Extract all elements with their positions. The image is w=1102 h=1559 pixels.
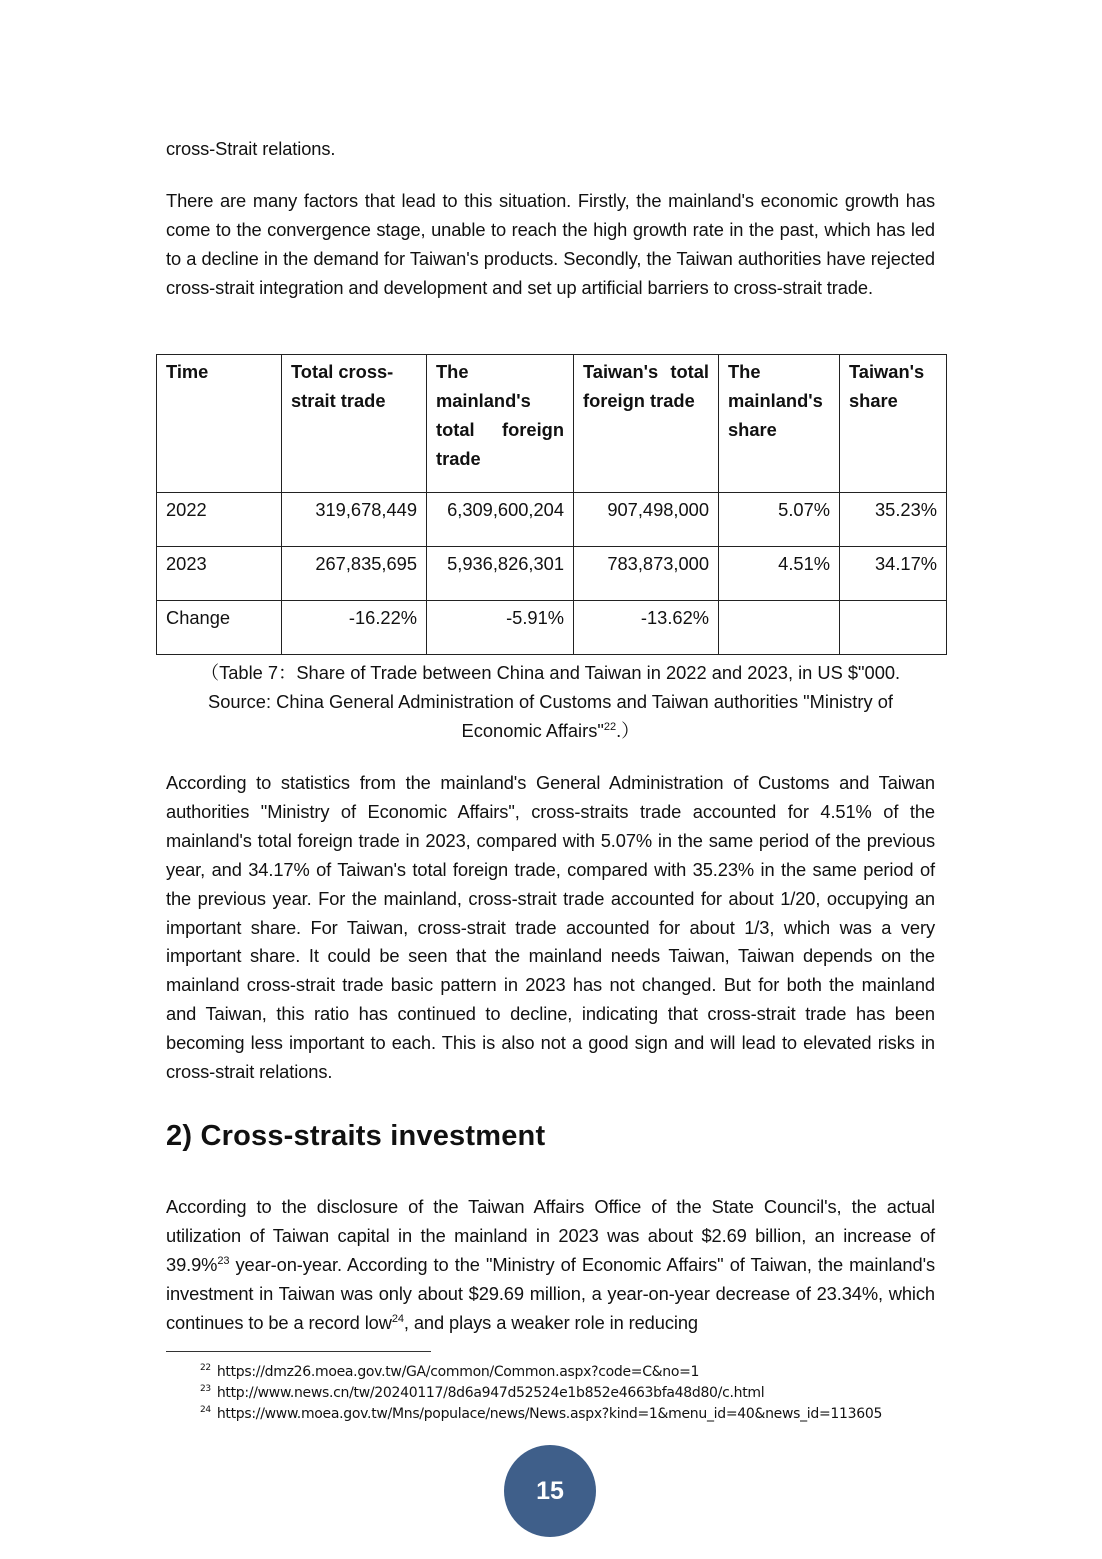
table-caption	[166, 658, 935, 745]
cell-value: -13.62%	[574, 601, 719, 655]
cell-value: 34.17%	[840, 547, 947, 601]
cell-value	[840, 601, 947, 655]
footnote-number: 22	[200, 1363, 211, 1374]
caption-line: Source: China General Administration of Customs and Taiwan authorities "Ministry of	[208, 691, 893, 712]
footnote-item	[200, 1404, 882, 1425]
cell-value: -16.22%	[282, 601, 427, 655]
footnote-number: 24	[200, 1405, 211, 1416]
footnote-item	[200, 1383, 882, 1404]
cell-value	[719, 601, 840, 655]
footnote-divider	[166, 1351, 431, 1352]
cell-time: 2023	[157, 547, 282, 601]
cell-value: -5.91%	[427, 601, 574, 655]
header-total-cross-strait-trade: Total cross-strait trade	[282, 355, 427, 493]
cell-value: 35.23%	[840, 493, 947, 547]
caption-line	[166, 716, 935, 745]
table-header-row	[157, 355, 947, 493]
footnote-ref[interactable]: 23	[217, 1254, 230, 1267]
footnote-link[interactable]: https://www.moea.gov.tw/Mns/populace/news/News.aspx?kind=1&menu_id=40&news_id=113605	[216, 1406, 883, 1422]
cell-value: 4.51%	[719, 547, 840, 601]
section-heading: 2) Cross-straits investment	[166, 1120, 546, 1152]
paragraph-investment	[166, 1193, 935, 1338]
cell-time: 2022	[157, 493, 282, 547]
paragraph-text: , and plays a weaker role in reducing	[403, 1311, 698, 1333]
paragraph-text: year-on-year. According to the "Ministry of Economic Affairs" of Taiwan, the mainland's investment in Taiwan was only about $29.69 million, a year-on-year decrease of 23.34%, which continues to be a record low	[166, 1253, 935, 1333]
trade-share-table	[156, 354, 947, 655]
cell-value: 5,936,826,301	[427, 547, 574, 601]
header-mainland-share: The mainland's share	[719, 355, 840, 493]
cell-value: 783,873,000	[574, 547, 719, 601]
page-number-badge: 15	[504, 1445, 596, 1537]
footnote-item	[200, 1362, 882, 1383]
cell-value: 319,678,449	[282, 493, 427, 547]
footnote-link[interactable]: http://www.news.cn/tw/20240117/8d6a947d52524e1b852e4663bfa48d80/c.html	[216, 1385, 765, 1401]
footnotes	[200, 1362, 882, 1425]
header-time: Time	[157, 355, 282, 493]
cell-value: 907,498,000	[574, 493, 719, 547]
cell-value: 267,835,695	[282, 547, 427, 601]
header-taiwan-share: Taiwan's share	[840, 355, 947, 493]
table-row	[157, 547, 947, 601]
paragraph-statistics: According to statistics from the mainland's General Administration of Customs and Taiwan authorities "Ministry of Economic Affairs", cross-straits trade accounted for 4.51% of the mainland's total foreign trade in 2023, compared with 5.07% in the same period of the previous year, and 34.17% of Taiwan's total foreign trade, compared with 35.23% in the same period of the previous year. For the mainland, cross-strait trade accounted for about 1/20, occupying an important share. For Taiwan, cross-strait trade accounted for about 1/3, which was a very important share. It could be seen that the mainland needs Taiwan, Taiwan depends on the mainland cross-strait trade basic pattern in 2023 has not changed. But for both the mainland and Taiwan, this ratio has continued to decline, indicating that cross-strait trade has been becoming less important to each. This is also not a good sign and will lead to elevated risks in cross-strait relations.	[166, 772, 935, 1083]
cell-time: Change	[157, 601, 282, 655]
paragraph-text: According to the disclosure of the Taiwan Affairs Office of the State Council's, the actual utilization of Taiwan capital in the mainland in 2023 was about $2.69 billion, an increase of 39.9%	[166, 1196, 935, 1275]
footnote-ref[interactable]: 22	[603, 720, 617, 733]
cell-value: 6,309,600,204	[427, 493, 574, 547]
table-row	[157, 601, 947, 655]
caption-text: Economic Affairs"	[461, 720, 604, 741]
caption-close: .）	[616, 720, 640, 741]
cell-value: 5.07%	[719, 493, 840, 547]
header-taiwan-total-foreign-trade: Taiwan's total foreign trade	[574, 355, 719, 493]
footnote-link[interactable]: https://dmz26.moea.gov.tw/GA/common/Common.aspx?code=C&no=1	[216, 1364, 700, 1380]
intro-line: cross-Strait relations.	[166, 138, 336, 159]
footnote-number: 23	[200, 1384, 211, 1395]
caption-line: （Table 7：Share of Trade between China and Taiwan in 2022 and 2023, in US $"000.	[200, 662, 901, 683]
table-row	[157, 493, 947, 547]
header-mainland-total-foreign-trade: The mainland's total foreign trade	[427, 355, 574, 493]
footnote-ref[interactable]: 24	[391, 1312, 404, 1325]
paragraph-factors: There are many factors that lead to this situation. Firstly, the mainland's economic growth has come to the convergence stage, unable to reach the high growth rate in the past, which has led to a decline in the demand for Taiwan's products. Secondly, the Taiwan authorities have rejected cross-strait integration and development and set up artificial barriers to cross-strait trade.	[166, 190, 935, 298]
